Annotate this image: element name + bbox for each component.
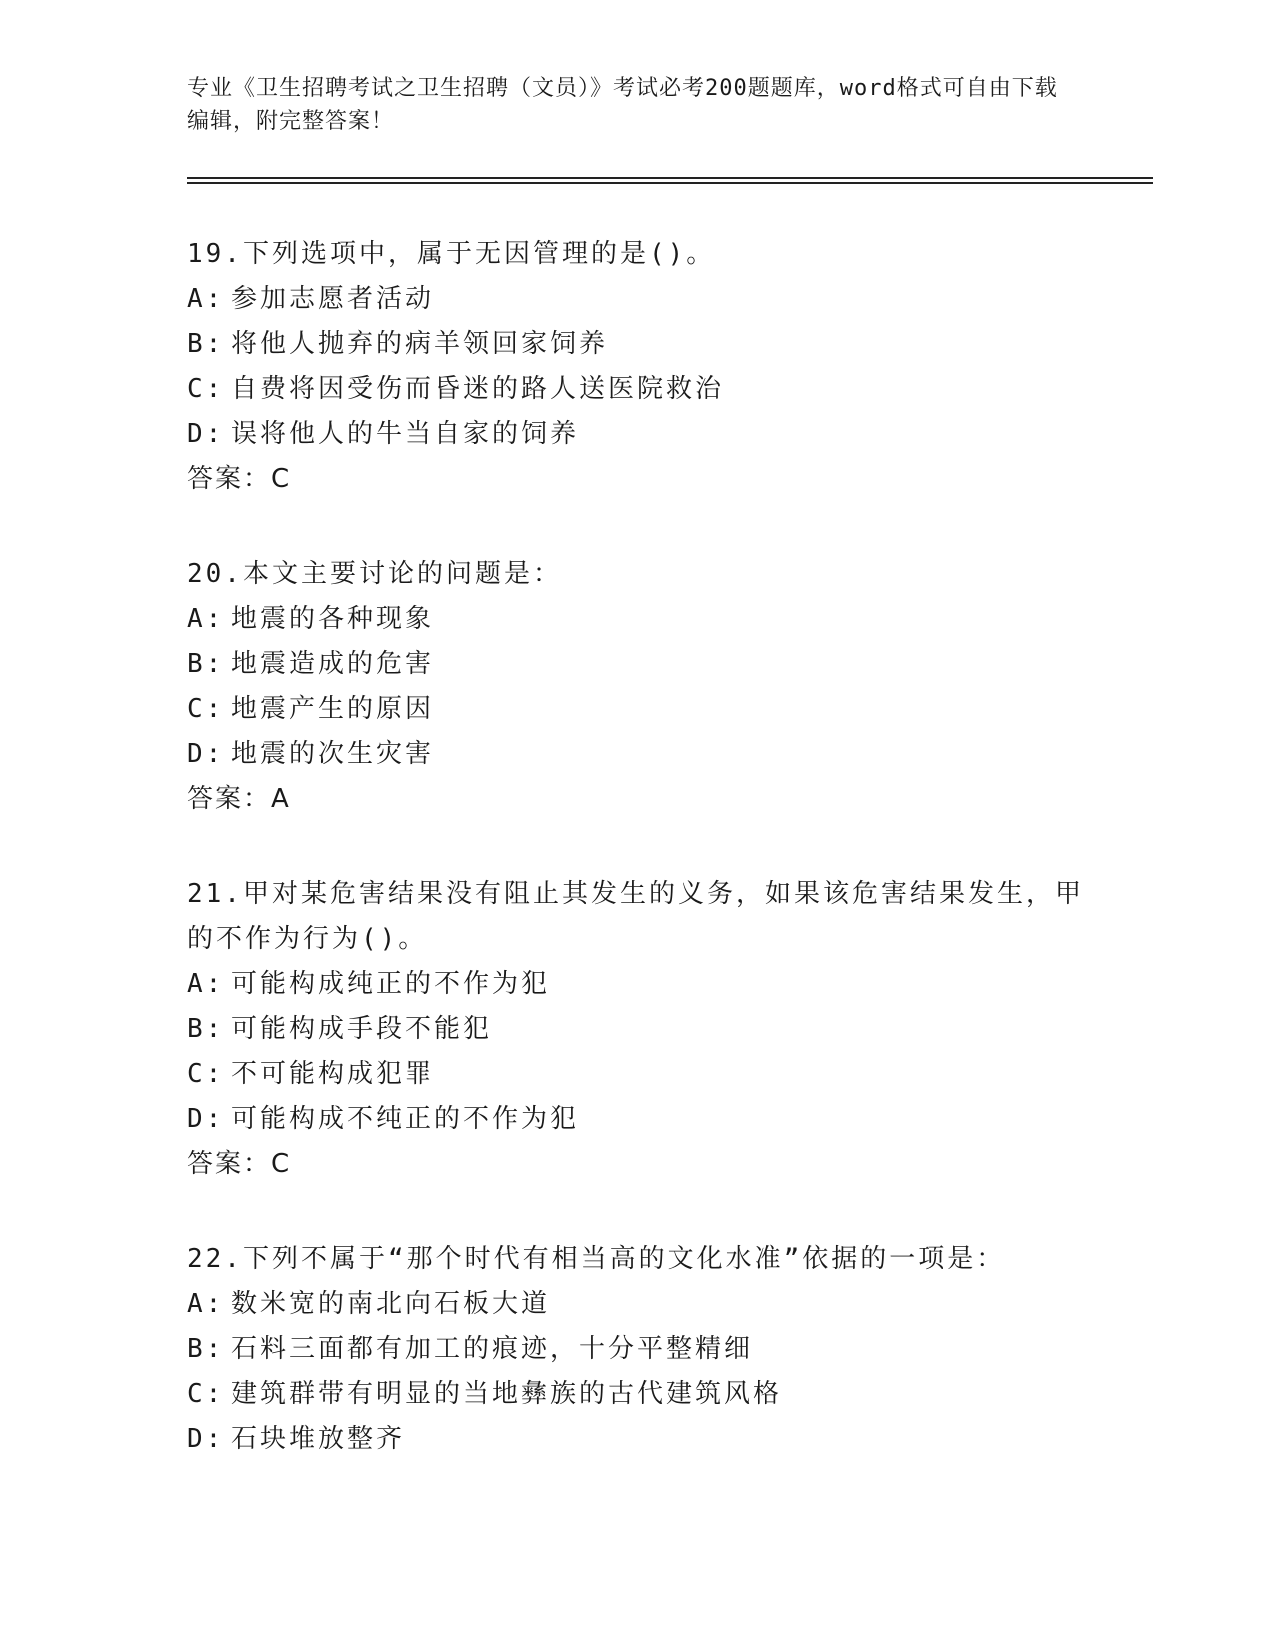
option-a bbox=[187, 962, 1087, 1007]
option-text: 将他人抛弃的病羊领回家饲养 bbox=[231, 329, 609, 359]
option-text: 石料三面都有加工的痕迹，十分平整精细 bbox=[231, 1334, 754, 1364]
option-key: A: bbox=[187, 969, 225, 999]
option-key: D: bbox=[187, 1424, 225, 1454]
option-d bbox=[187, 732, 1087, 777]
option-key: D: bbox=[187, 739, 225, 769]
option-key: B: bbox=[187, 649, 225, 679]
option-b bbox=[187, 1327, 1087, 1372]
question-22 bbox=[187, 1237, 1087, 1462]
option-key: D: bbox=[187, 419, 225, 449]
option-b bbox=[187, 642, 1087, 687]
option-b bbox=[187, 1007, 1087, 1052]
option-text: 自费将因受伤而昏迷的路人送医院救治 bbox=[231, 374, 725, 404]
option-c bbox=[187, 1052, 1087, 1097]
option-text: 地震的各种现象 bbox=[231, 604, 435, 634]
option-a bbox=[187, 1282, 1087, 1327]
question-20 bbox=[187, 552, 1087, 822]
option-d bbox=[187, 412, 1087, 457]
header-rule-bottom bbox=[187, 182, 1153, 184]
option-key: D: bbox=[187, 1104, 225, 1134]
option-text: 可能构成不纯正的不作为犯 bbox=[231, 1104, 580, 1134]
answer-line: 答案：A bbox=[187, 784, 291, 814]
option-key: A: bbox=[187, 284, 225, 314]
answer-line: 答案：C bbox=[187, 464, 292, 494]
option-key: B: bbox=[187, 1014, 225, 1044]
question-19 bbox=[187, 232, 1087, 502]
option-key: C: bbox=[187, 694, 225, 724]
option-key: B: bbox=[187, 329, 225, 359]
option-text: 误将他人的牛当自家的饲养 bbox=[231, 419, 580, 449]
question-list bbox=[187, 232, 1087, 1512]
option-b bbox=[187, 322, 1087, 367]
option-c bbox=[187, 687, 1087, 732]
option-c bbox=[187, 367, 1087, 412]
option-key: C: bbox=[187, 1379, 225, 1409]
option-key: C: bbox=[187, 374, 225, 404]
option-a bbox=[187, 277, 1087, 322]
option-text: 参加志愿者活动 bbox=[231, 284, 435, 314]
option-text: 地震造成的危害 bbox=[231, 649, 435, 679]
option-text: 地震产生的原因 bbox=[231, 694, 435, 724]
answer-line: 答案：C bbox=[187, 1149, 292, 1179]
header-rule-top bbox=[187, 177, 1153, 179]
document-header: 专业《卫生招聘考试之卫生招聘（文员）》考试必考200题题库，word格式可自由下载编辑，附完整答案！ bbox=[187, 76, 1058, 134]
option-d bbox=[187, 1417, 1087, 1462]
option-key: A: bbox=[187, 1289, 225, 1319]
option-text: 不可能构成犯罪 bbox=[231, 1059, 435, 1089]
option-key: C: bbox=[187, 1059, 225, 1089]
option-text: 石块堆放整齐 bbox=[231, 1424, 406, 1454]
option-a bbox=[187, 597, 1087, 642]
option-c bbox=[187, 1372, 1087, 1417]
question-21 bbox=[187, 872, 1087, 1187]
option-text: 建筑群带有明显的当地彝族的古代建筑风格 bbox=[231, 1379, 783, 1409]
option-text: 数米宽的南北向石板大道 bbox=[231, 1289, 551, 1319]
question-stem: 19.下列选项中，属于无因管理的是()。 bbox=[187, 239, 716, 269]
option-text: 可能构成纯正的不作为犯 bbox=[231, 969, 551, 999]
question-stem: 22.下列不属于“那个时代有相当高的文化水准”依据的一项是： bbox=[187, 1244, 1006, 1274]
question-stem: 20.本文主要讨论的问题是： bbox=[187, 559, 562, 589]
option-text: 地震的次生灾害 bbox=[231, 739, 435, 769]
question-stem: 21.甲对某危害结果没有阻止其发生的义务，如果该危害结果发生，甲的不作为行为()。 bbox=[187, 879, 1084, 954]
option-d bbox=[187, 1097, 1087, 1142]
option-key: A: bbox=[187, 604, 225, 634]
option-key: B: bbox=[187, 1334, 225, 1364]
option-text: 可能构成手段不能犯 bbox=[231, 1014, 493, 1044]
